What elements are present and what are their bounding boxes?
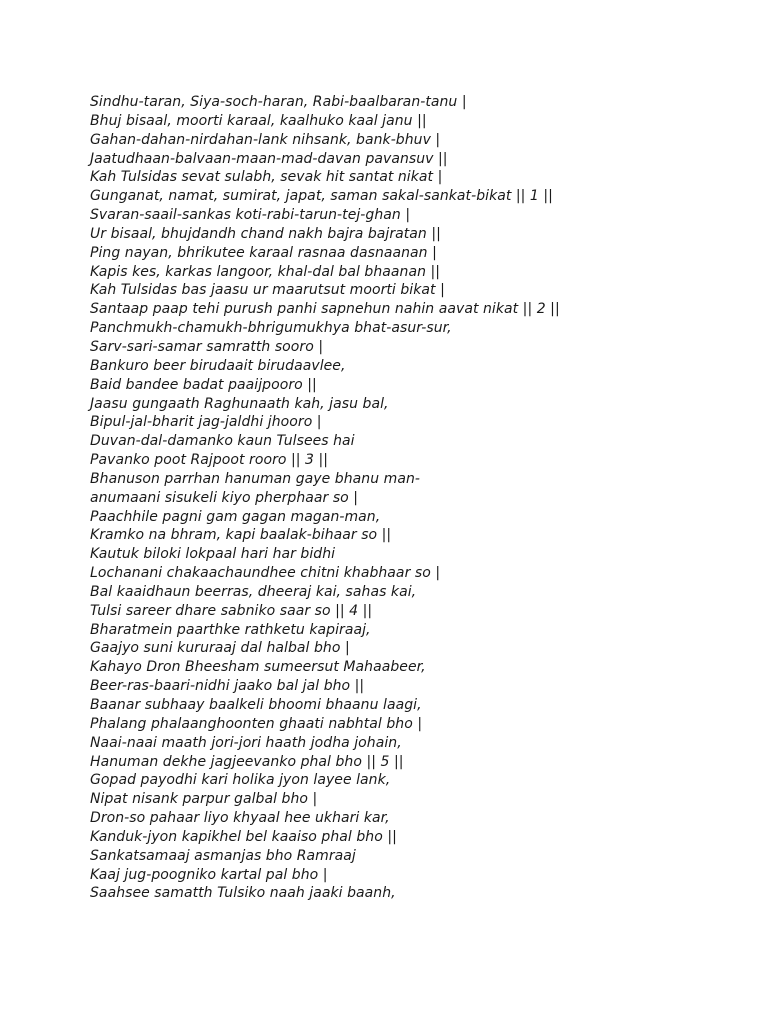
verse-line: Bharatmein paarthke rathketu kapiraaj,: [90, 621, 371, 638]
verse-line: Kautuk biloki lokpaal hari har bidhi: [90, 546, 336, 563]
verse-line: Sarv-sari-samar samratth sooro |: [90, 338, 324, 355]
verse-line: Sankatsamaaj asmanjas bho Ramraaj: [90, 847, 356, 864]
verse-line: Pavanko poot Rajpoot rooro || 3 ||: [90, 452, 329, 469]
verse-line: Santaap paap tehi purush panhi sapnehun nahin aavat nikat || 2 ||: [90, 301, 560, 318]
verse-line: Lochanani chakaachaundhee chitni khabhaar so |: [90, 565, 441, 582]
verse-line: Kanduk-jyon kapikhel bel kaaiso phal bho ||: [90, 828, 397, 845]
verse-line: Bipul-jal-bharit jag-jaldhi jhooro |: [90, 414, 322, 431]
verse-line: Gopad payodhi kari holika jyon layee lank,: [90, 772, 391, 789]
verse-line: Tulsi sareer dhare sabniko saar so || 4 ||: [90, 602, 373, 619]
verse-line: Ping nayan, bhrikutee karaal rasnaa dasnaanan |: [90, 244, 437, 261]
verse-line: Beer-ras-baari-nidhi jaako bal jal bho ||: [90, 678, 365, 695]
verse-line: Jaasu gungaath Raghunaath kah, jasu bal,: [90, 395, 389, 412]
verse-line: Kramko na bhram, kapi baalak-bihaar so ||: [90, 527, 392, 544]
verse-line: anumaani sisukeli kiyo pherphaar so |: [90, 489, 359, 506]
verse-line: Gaajyo suni kururaaj dal halbal bho |: [90, 640, 350, 657]
verse-line: Dron-so pahaar liyo khyaal hee ukhari kar,: [90, 810, 390, 827]
verse-line: Kah Tulsidas sevat sulabh, sevak hit santat nikat |: [90, 169, 443, 186]
verse-line: Paachhile pagni gam gagan magan-man,: [90, 508, 381, 525]
verse-line: Baid bandee badat paaijpooro ||: [90, 376, 317, 393]
verse-line: Baanar subhaay baalkeli bhoomi bhaanu laagi,: [90, 697, 422, 713]
verse-line: Bhanuson parrhan hanuman gaye bhanu man-: [90, 470, 420, 487]
verse-line: Kapis kes, karkas langoor, khal-dal bal bhaanan ||: [90, 263, 441, 280]
verse-line: Gunganat, namat, sumirat, japat, saman sakal-sankat-bikat || 1 ||: [90, 188, 553, 205]
verse-line: Bankuro beer birudaait birudaavlee,: [90, 357, 346, 374]
verse-line: Bhuj bisaal, moorti karaal, kaalhuko kaal janu ||: [90, 112, 427, 129]
verse-line: Phalang phalaanghoonten ghaati nabhtal bho |: [90, 715, 423, 732]
verse-line: Naai-naai maath jori-jori haath jodha johain,: [90, 734, 402, 751]
verse-text-block: [90, 93, 730, 903]
verse-line: Nipat nisank parpur galbal bho |: [90, 791, 318, 808]
verse-line: Ur bisaal, bhujdandh chand nakh bajra bajratan ||: [90, 225, 441, 242]
verse-line: Hanuman dekhe jagjeevanko phal bho || 5 ||: [90, 753, 404, 770]
verse-line: Svaran-saail-sankas koti-rabi-tarun-tej-ghan |: [90, 207, 411, 224]
verse-line: Kaaj jug-poogniko kartal pal bho |: [90, 866, 328, 883]
verse-line: Gahan-dahan-nirdahan-lank nihsank, bank-bhuv |: [90, 131, 441, 148]
verse-line: Sindhu-taran, Siya-soch-haran, Rabi-baalbaran-tanu |: [90, 94, 467, 110]
verse-line: Duvan-dal-damanko kaun Tulsees hai: [90, 433, 355, 450]
verse-line: Kah Tulsidas bas jaasu ur maarutsut moorti bikat |: [90, 282, 445, 299]
verse-line: Panchmukh-chamukh-bhrigumukhya bhat-asur-sur,: [90, 320, 452, 337]
verse-line: Kahayo Dron Bheesham sumeersut Mahaabeer,: [90, 659, 426, 676]
verse-line: Saahsee samatth Tulsiko naah jaaki baanh,: [90, 885, 396, 902]
verse-line: Jaatudhaan-balvaan-maan-mad-davan pavansuv ||: [90, 150, 448, 167]
verse-line: Bal kaaidhaun beerras, dheeraj kai, sahas kai,: [90, 583, 417, 600]
